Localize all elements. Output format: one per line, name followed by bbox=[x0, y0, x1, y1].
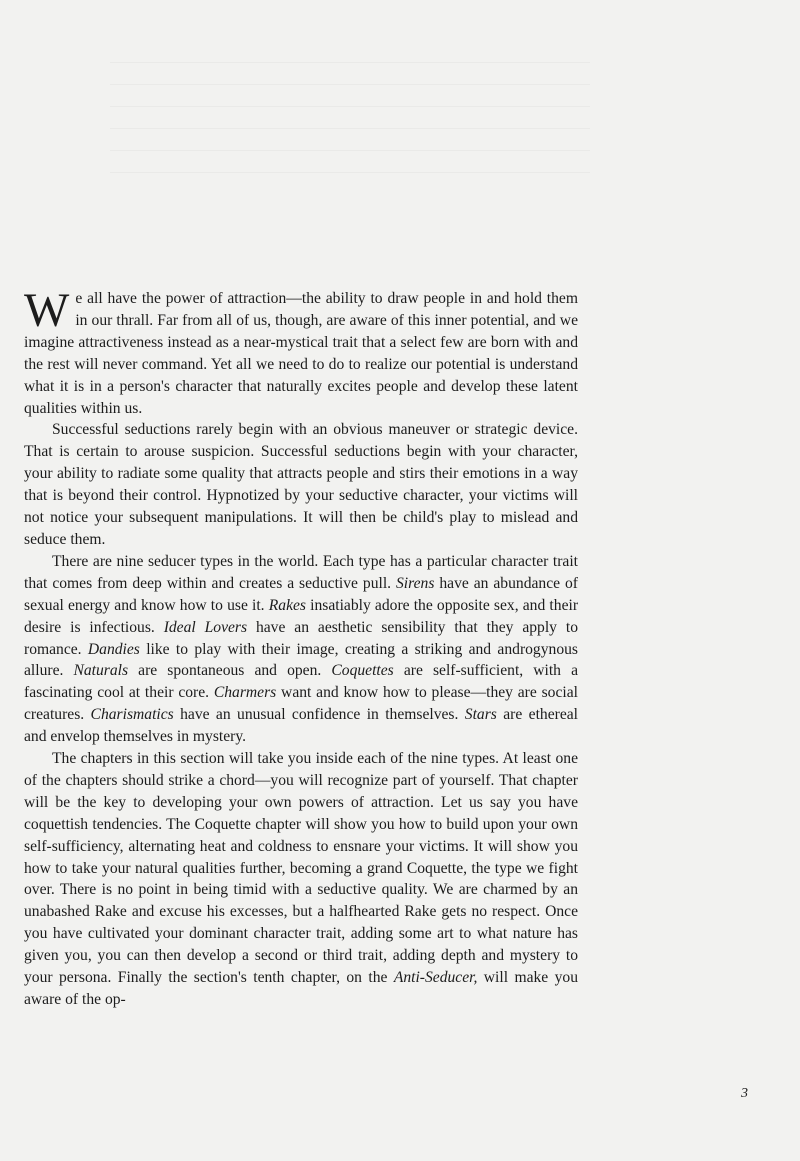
anti-seducer-term: Anti-Seducer, bbox=[393, 969, 478, 987]
type-name-stars: Stars bbox=[464, 706, 497, 724]
type-name-rakes: Rakes bbox=[268, 596, 306, 614]
type-name-naturals: Naturals bbox=[73, 662, 129, 680]
paragraph-text-run: insatiably adore the opposite sex, and their desire is infectious. bbox=[24, 596, 579, 636]
type-name-coquettes: Coquettes bbox=[331, 662, 394, 680]
page-number: 3 bbox=[741, 1086, 748, 1101]
paragraph-4 bbox=[24, 748, 578, 1011]
paragraph-text-run: are spontaneous and open. bbox=[128, 662, 332, 680]
type-name-charismatics: Charismatics bbox=[90, 706, 174, 724]
paragraph-text-run: The chapters in this section will take you inside each of the nine types. At least one of the chapters should strike a chord—you will recognize part of yourself. That chapter will be the key to developing your own powers of attraction. Let us say you have coquettish tendencies. The Coquette chapter will show you how to build upon your own self-sufficiency, alternating heat and coldness to ensnare your victims. It will show you how to take your natural qualities further, becoming a grand Coquette, the type we fight over. There is no point in being timid with a seductive quality. We are charmed by an unabashed Rake and excuse his excesses, but a halfhearted Rake gets no respect. Once you have cultivated your dominant character trait, adding some art to what nature has given you, you can then develop a second or third trait, adding depth and mystery to your persona. Finally the section's tenth chapter, on the bbox=[24, 750, 578, 987]
paragraph-2: Successful seductions rarely begin with an obvious maneuver or strategic device. That is certain to arouse suspicion. Successful seductions begin with your character, your ability to radiate some quality that attracts people and stirs their emotions in a way that is beyond their control. Hypnotized by your seductive character, your victims will not notice your subsequent manipulations. It will then be child's play to mislead and seduce them. bbox=[24, 421, 578, 548]
type-name-dandies: Dandies bbox=[87, 640, 140, 658]
type-name-ideal-lovers: Ideal Lovers bbox=[163, 618, 248, 636]
paragraph-text-run: like to play with their image, creating a striking and androgynous allure. bbox=[24, 640, 578, 680]
drop-cap: W bbox=[24, 284, 70, 337]
paragraph-text-run: are ethereal and envelop themselves in mystery. bbox=[24, 706, 578, 746]
paragraph-text-run: are self-sufficient, with a fascinating cool at their core. bbox=[24, 662, 578, 702]
paragraph-text-run: have an unusual confidence in themselves. bbox=[173, 706, 465, 724]
paragraph-3 bbox=[24, 551, 578, 748]
paragraph-1 bbox=[24, 284, 578, 419]
body-text bbox=[24, 284, 579, 1011]
type-name-sirens: Sirens bbox=[396, 574, 435, 592]
paragraph-text-run: will make you aware of the op- bbox=[24, 969, 578, 1008]
type-name-charmers: Charmers bbox=[213, 684, 277, 702]
paragraph-text-run: want and know how to please—they are social creatures. bbox=[24, 684, 578, 724]
bleed-through-texture bbox=[110, 62, 590, 182]
paragraph-1-text: e all have the power of attraction—the ability to draw people in and hold them in our thrall. Far from all of us, though, are aware of this inner potential, and we imagine attractiveness instead as a near-mystical trait that a select few are born with and the rest will never command. Yet all we need to do to realize our potential is understand what it is in a person's character that naturally excites people and develop these latent qualities within us. bbox=[24, 290, 578, 417]
paragraph-text-run: There are nine seducer types in the world. Each type has a particular character trait that comes from deep within and creates a seductive pull. bbox=[24, 552, 578, 592]
paragraph-text-run: have an aesthetic sensibility that they apply to romance. bbox=[24, 618, 578, 658]
paragraph-text-run: have an abundance of sexual energy and know how to use it. bbox=[24, 574, 578, 614]
